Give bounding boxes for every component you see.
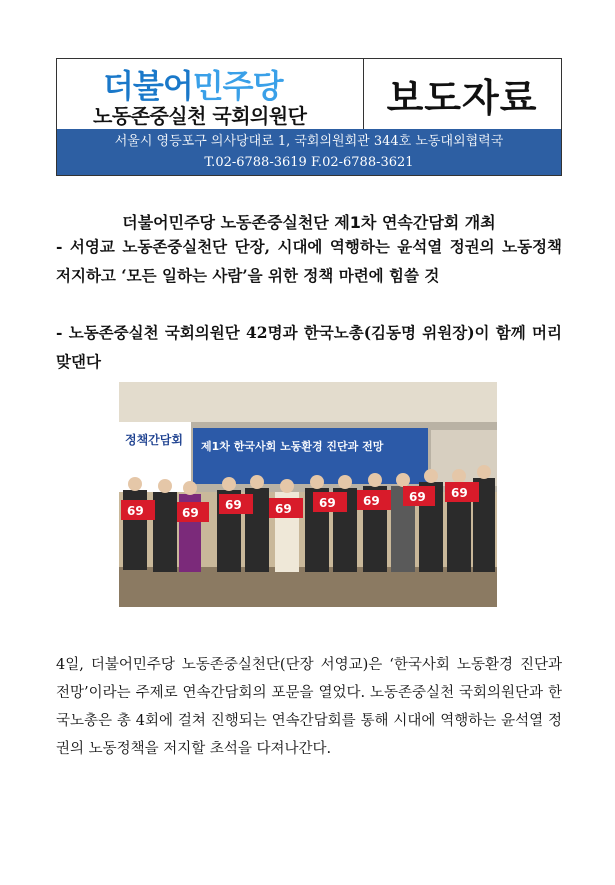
party-logo-block	[57, 59, 364, 129]
placard-label: 69	[275, 502, 292, 516]
placard-label: 69	[363, 494, 380, 508]
placard-label: 69	[182, 506, 199, 520]
press-release-header	[56, 58, 562, 176]
body-paragraph: 4일, 더불어민주당 노동존중실천단(단장 서영교)은 ‘한국사회 노동환경 진단과 전망’이라는 주제로 연속간담회의 포문을 열었다. 노동존중실천 국회의원단과 한국노총은 총 4회에 걸쳐 진행되는 연속간담회를 통해 시대에 역행하는 윤석열 정권의 노동정책을 저지할 초석을 다져나간다.	[56, 657, 562, 757]
unit-name: 노동존중실천 국회의원단	[93, 104, 307, 128]
placard-label: 69	[127, 504, 144, 518]
subpoint-1: - 서영교 노동존중실천단 단장, 시대에 역행하는 윤석열 정권의 노동정책 저지하고 ‘모든 일하는 사람’을 위한 정책 마련에 힘쓸 것	[56, 237, 562, 285]
placard-label: 69	[225, 498, 242, 512]
placard-label: 69	[319, 496, 336, 510]
headline: 더불어민주당 노동존중실천단 제1차 연속간담회 개최	[122, 213, 496, 232]
contact-bar	[57, 129, 561, 175]
event-photo	[119, 382, 497, 607]
subpoint-2: - 노동존중실천 국회의원단 42명과 한국노총(김동명 위원장)이 함께 머리 맞댄다	[56, 323, 562, 371]
address-text: 서울시 영등포구 의사당대로 1, 국회의원회관 344호 노동대외협력국	[114, 134, 504, 149]
party-name: 더불어민주당	[103, 67, 283, 105]
press-release-label: 보도자료	[386, 75, 538, 120]
phone-fax-text: T.02-6788-3619 F.02-6788-3621	[204, 155, 414, 170]
placard-label: 69	[409, 490, 426, 504]
banner-main-text: 제1차 한국사회 노동환경 진단과 전망	[201, 440, 384, 453]
placard-label: 69	[451, 486, 468, 500]
event-photo-illustration	[119, 382, 497, 607]
banner-left-text: 정책간담회	[125, 433, 183, 447]
